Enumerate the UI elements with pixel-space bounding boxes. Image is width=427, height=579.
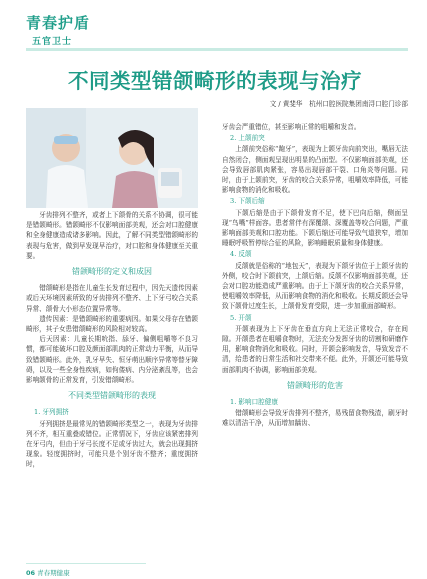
harm-paragraph: 错颌畸形会导致牙齿排列不整齐，易残留食物残渣，刷牙时难以清洁干净，从而增加龋齿、 — [222, 409, 408, 428]
definition-paragraph: 错颌畸形是指在儿童生长发育过程中，因先天遗传因素或后天环境因素所致的牙齿排列不整齐、上下牙弓咬合关系异常、颌骨大小形态位置异常等。 — [26, 284, 198, 313]
magazine-name: 青春期健康 — [37, 569, 70, 577]
footer-divider — [26, 563, 146, 564]
crowding-paragraph: 牙列拥挤是最常见的错颌畸形类型之一，表现为牙齿排列不齐，相互重叠或错位。正常情况下，牙齿应该紧密排列在牙弓内，但由于牙弓长度不足或牙齿过大，就会出现拥挤现象。轻度拥挤时，可能只是个别牙齿不整齐；重度拥挤时， — [26, 419, 198, 469]
subheading-crowding: 1. 牙列拥挤 — [34, 408, 69, 417]
dentist-patient-illustration — [26, 108, 198, 208]
section-heading-types: 不同类型错颌畸形的表现 — [68, 391, 156, 401]
retrusion-paragraph: 下颌后缩是由于下颌骨发育不足，使下巴向后缩，侧面呈现“鸟嘴”样面容。患者常伴有深覆颌、深覆盖等咬合问题，严重影响面部美观和口腔功能。下颌后缩还可能导致气道狭窄，增加睡眠呼吸暂停综合征的风险，影响睡眠质量和身体健康。 — [222, 208, 408, 248]
section-heading-harms: 错颌畸形的危害 — [287, 380, 343, 390]
column-header — [26, 12, 90, 47]
section-heading-definition: 错颌畸形的定义和成因 — [72, 267, 152, 277]
left-column — [26, 210, 198, 470]
subheading-maxillary-protrusion: 2. 上颌前突 — [230, 134, 265, 143]
intro-paragraph: 牙齿排列不整齐，或者上下颌骨的关系不协调，很可能是错颌畸形。错颌畸形不仅影响面部美观，还会对口腔健康和全身健康造成诸多影响。因此，了解不同类型错颌畸形的表现与危害，做到早发现早治疗，对口腔和身体健康至关重要。 — [26, 211, 198, 260]
article-title: 不同类型错颌畸形的表现与治疗 — [68, 69, 362, 93]
article-photo — [26, 108, 198, 208]
open-bite-paragraph: 开颌表现为上下牙齿在垂直方向上无法正常咬合，存在间隙。开颌患者在咀嚼食物时，无法充分发挥牙齿的切割和研磨作用，影响食物消化和吸收。同时，开颌会影响发音，导致发音不清，给患者的日常生活和社交带来不便。此外，开颌还可能导致面部肌肉不协调，影响面部美观。 — [222, 324, 408, 374]
crossbite-paragraph: 反颌就是俗称的“地包天”，表现为下颌牙齿位于上颌牙齿的外侧，咬合时下颌前突，上颌后缩。反颌不仅影响面部美观，还会对口腔功能造成严重影响。由于上下颌牙齿的咬合关系异常，使咀嚼效率降低，从而影响食物的消化和吸收。长期反颌还会导致下颌骨过度生长，上颌骨发育受限，进一步加重面部畸形。 — [222, 261, 408, 311]
right-column — [222, 122, 408, 429]
cause-acquired-paragraph: 后天因素：儿童长期吮指、舔牙、偏侧咀嚼等不良习惯，都可能破坏口腔及颜面部肌肉的正常动力平衡，从而导致错颌畸形。此外，乳牙早失、恒牙萌出顺序异常等替牙障碍，以及一些全身性疾病，如佝偻病、内分泌紊乱等，也会影响颌骨的正常发育，引发错颌畸形。 — [26, 335, 198, 385]
column-title: 青春护盾 — [26, 14, 91, 32]
subheading-mandibular-retrusion: 3. 下颌后缩 — [230, 197, 265, 206]
subheading-crossbite: 4. 反颌 — [230, 250, 252, 259]
protrusion-paragraph: 上颌前突俗称“龅牙”，表现为上颌牙齿向前突出，嘴唇无法自然闭合，侧面观呈现出明显的凸面型。不仅影响面部美观，还会导致唇部肌肉紧张，容易出现唇部干裂、口角炎等问题。同时，由于上颌前突，牙齿的咬合关系异常，咀嚼效率降低，可能影响食物的消化和吸收。 — [222, 145, 408, 195]
byline: 文 / 黄斐华 杭州口腔医院集团南浔口腔门诊部 — [269, 100, 408, 108]
subheading-open-bite: 5. 开颌 — [230, 313, 252, 322]
page-number: 06 — [26, 569, 36, 577]
page-footer — [26, 568, 70, 577]
crowding-continued-paragraph: 牙齿会严重错位，甚至影响正常的咀嚼和发音。 — [222, 123, 361, 131]
cause-genetic-paragraph: 遗传因素：是错颌畸形的重要病因。如果父母存在错颌畸形，其子女患错颌畸形的风险相对较高。 — [26, 314, 198, 334]
column-subtitle: 五官卫士 — [32, 37, 73, 47]
header-divider — [26, 48, 408, 51]
subheading-oral-health: 1. 影响口腔健康 — [230, 398, 278, 407]
